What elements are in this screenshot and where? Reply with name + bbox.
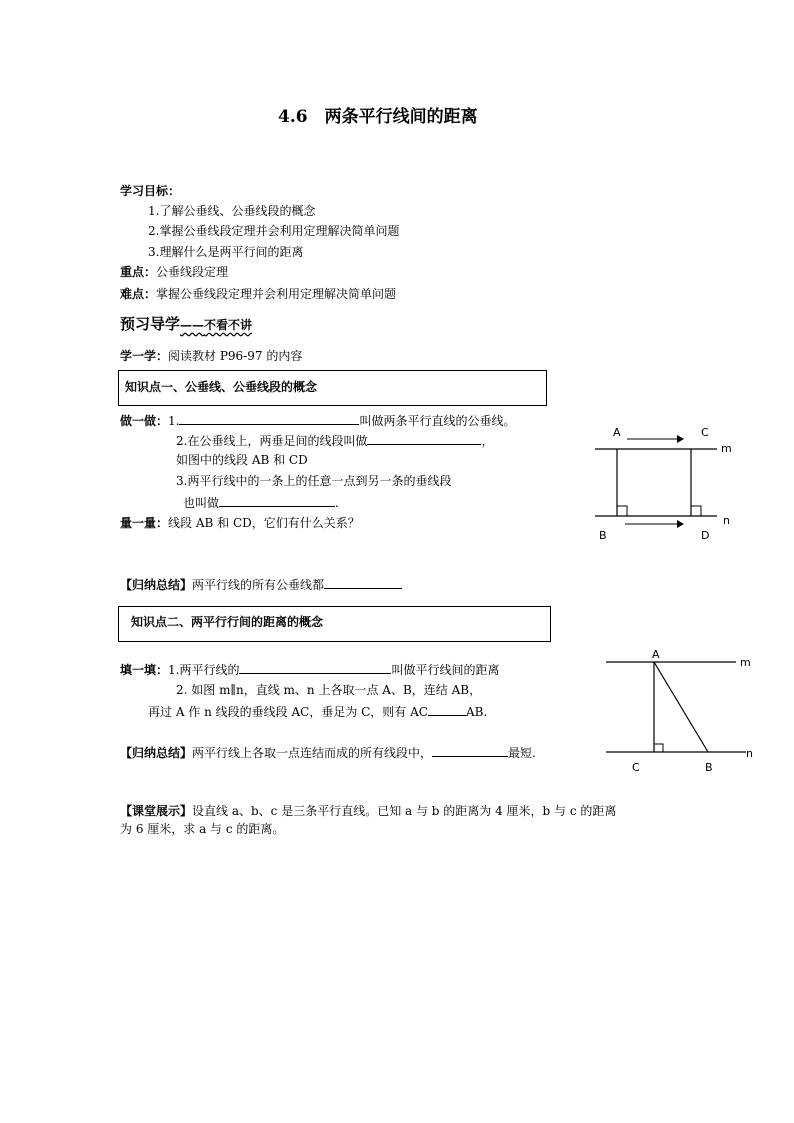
study-text: 阅读教材 P96-97 的内容 xyxy=(168,349,303,363)
difficulty-text: 掌握公垂线段定理并会利用定理解决简单问题 xyxy=(156,287,397,301)
label-a: A xyxy=(652,648,660,661)
figure-2 xyxy=(600,645,760,775)
label-c: C xyxy=(632,761,640,774)
objectives-heading: 学习目标： xyxy=(120,184,181,198)
study-line xyxy=(120,348,302,364)
right-angle-mark xyxy=(654,744,663,752)
preview-title: 预习导学 xyxy=(120,315,181,333)
answer-blank[interactable] xyxy=(432,744,508,757)
measure-text: 线段 AB 和 CD，它们有什么关系？ xyxy=(168,516,360,530)
label-m: m xyxy=(740,656,751,669)
label-b: B xyxy=(705,761,713,774)
answer-blank[interactable] xyxy=(179,412,359,425)
preview-heading xyxy=(120,313,252,335)
arrowhead-icon xyxy=(677,520,684,528)
summary-2-post: 最短. xyxy=(508,746,536,760)
class-show-line-2: 为 6 厘米，求 a 与 c 的距离。 xyxy=(120,822,285,836)
fill-line-1 xyxy=(120,661,499,678)
do-label: 做一做： xyxy=(120,414,169,428)
knowledge-point-2-title: 知识点二、两平行行间的距离的概念 xyxy=(131,615,324,629)
segment-ab xyxy=(654,662,708,752)
fill-line-1-text: 1.两平行线的 xyxy=(168,663,240,677)
right-angle-mark xyxy=(691,506,701,516)
do-line-1 xyxy=(120,412,515,429)
class-show-label: 【课堂展示】 xyxy=(120,804,193,818)
measure-line xyxy=(120,515,360,531)
class-show-text: 设直线 a、b、c 是三条平行直线。已知 a 与 b 的距离为 4 厘米，b 与 c 的距离 xyxy=(192,804,617,818)
do-line-2 xyxy=(176,432,493,449)
study-label: 学一学： xyxy=(120,349,169,363)
answer-blank[interactable] xyxy=(324,576,402,589)
objective-item: 2.掌握公垂线段定理并会利用定理解决简单问题 xyxy=(148,224,400,238)
figure-1 xyxy=(585,418,745,548)
do-line-5-punct: . xyxy=(335,496,339,510)
label-d: D xyxy=(701,529,710,542)
answer-blank[interactable] xyxy=(367,432,481,445)
label-n: n xyxy=(723,514,730,527)
fill-line-3 xyxy=(148,703,487,720)
difficulty xyxy=(120,286,396,302)
preview-sub: 不看不讲 xyxy=(204,318,253,332)
summary-2 xyxy=(120,744,536,761)
key-point-label: 重点： xyxy=(120,265,157,279)
do-line-3: 如图中的线段 AB 和 CD xyxy=(176,453,308,467)
key-point-text: 公垂线段定理 xyxy=(156,265,229,279)
difficulty-label: 难点： xyxy=(120,287,157,301)
knowledge-point-2-box xyxy=(118,606,551,642)
summary-2-label: 【归纳总结】 xyxy=(120,746,193,760)
answer-blank[interactable] xyxy=(428,703,466,716)
arrowhead-icon xyxy=(677,435,684,443)
label-c: C xyxy=(701,426,709,439)
knowledge-point-1-box xyxy=(118,370,547,406)
label-b: B xyxy=(599,529,607,542)
answer-blank[interactable] xyxy=(239,661,391,674)
do-line-4: 3.两平行线中的一条上的任意一点到另一条的垂线段 xyxy=(176,474,452,488)
summary-1-label: 【归纳总结】 xyxy=(120,578,193,592)
fill-line-2: 2. 如图 m∥n，直线 m、n 上各取一点 A、B，连结 AB， xyxy=(176,683,482,697)
do-line-2-punct: ， xyxy=(481,434,494,448)
do-line-5-text: 也叫做 xyxy=(183,496,220,510)
knowledge-point-1-title: 知识点一、公垂线、公垂线段的概念 xyxy=(125,380,318,394)
fill-line-3-text: 再过 A 作 n 线段的垂线段 AC，垂足为 C，则有 AC xyxy=(148,705,428,719)
fill-line-3-post: AB. xyxy=(465,705,488,719)
fill-line-1-post: 叫做平行线间的距离 xyxy=(391,663,500,677)
do-line-2-text: 2.在公垂线上，两垂足间的线段叫做 xyxy=(176,434,368,448)
label-a: A xyxy=(613,426,621,439)
objective-item: 1.了解公垂线、公垂线段的概念 xyxy=(148,204,316,218)
answer-blank[interactable] xyxy=(219,494,335,507)
objective-item: 3.理解什么是两平行间的距离 xyxy=(148,245,304,259)
preview-dash: —— xyxy=(180,318,205,332)
label-m: m xyxy=(721,442,732,455)
do-line-5 xyxy=(183,494,339,511)
do-line-1-text: 叫做两条平行直线的公垂线。 xyxy=(359,414,516,428)
do-line-1-number: 1. xyxy=(168,414,180,428)
measure-label: 量一量： xyxy=(120,516,169,530)
label-n: n xyxy=(746,747,753,760)
fill-label: 填一填： xyxy=(120,663,169,677)
key-point xyxy=(120,264,228,280)
summary-1-text: 两平行线的所有公垂线都 xyxy=(192,578,325,592)
summary-1 xyxy=(120,576,402,593)
class-show-line-1 xyxy=(120,803,616,819)
summary-2-text: 两平行线上各取一点连结而成的所有线段中， xyxy=(192,746,433,760)
page-title: 4.6 两条平行线间的距离 xyxy=(278,107,478,127)
right-angle-mark xyxy=(617,506,627,516)
